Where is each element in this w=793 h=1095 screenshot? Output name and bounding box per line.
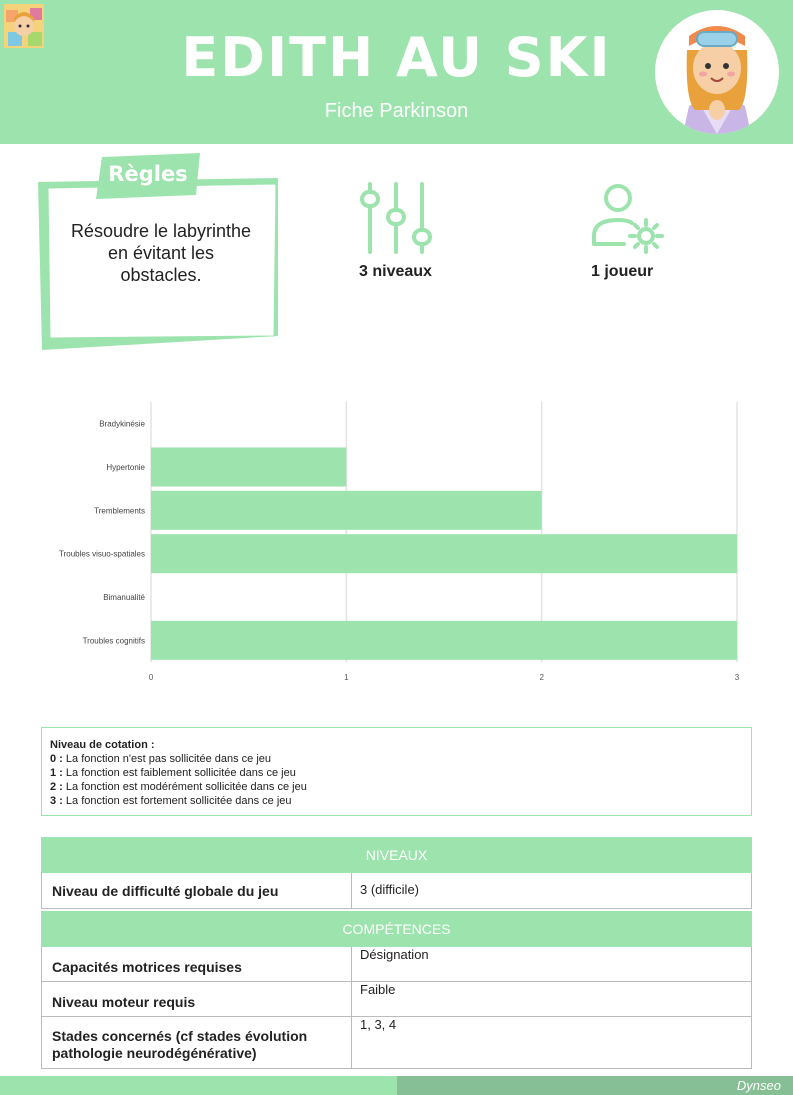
chart-bar bbox=[151, 621, 737, 660]
chart-category-label: Hypertonie bbox=[106, 463, 145, 472]
page-title: EDITH AU SKI bbox=[181, 26, 612, 89]
avatar bbox=[655, 10, 779, 134]
user-gear-icon bbox=[588, 182, 668, 258]
footer-bar-right bbox=[397, 1076, 793, 1095]
legend-item: 1 : La fonction est faiblement sollicitée dans ce jeu bbox=[50, 767, 296, 779]
row-value: Faible bbox=[360, 982, 396, 997]
rules-text: Résoudre le labyrinthe en évitant les obstacles. bbox=[70, 221, 252, 285]
skier-avatar-icon bbox=[655, 10, 779, 134]
page-subtitle: Fiche Parkinson bbox=[324, 100, 469, 122]
chart-bar bbox=[151, 448, 346, 487]
players-label: 1 joueur bbox=[591, 263, 654, 280]
chart-x-tick-label: 1 bbox=[344, 673, 349, 682]
chart-category-label: Troubles visuo-spatiales bbox=[59, 549, 145, 559]
sollicitation-chart bbox=[0, 390, 793, 690]
chart-x-tick-label: 2 bbox=[539, 673, 544, 682]
table-row bbox=[41, 873, 752, 909]
legend-item: 3 : La fonction est fortement sollicitée dans ce jeu bbox=[50, 795, 292, 807]
legend-title: Niveau de cotation : bbox=[50, 739, 155, 751]
chart-category-label: Bradykinésie bbox=[99, 419, 145, 429]
footer-brand: Dynseo bbox=[736, 1078, 781, 1093]
sliders-icon bbox=[356, 180, 436, 256]
legend-item: 2 : La fonction est modérément sollicitée dans ce jeu bbox=[50, 781, 307, 793]
table-row bbox=[41, 1017, 752, 1069]
footer-bar-left bbox=[0, 1076, 397, 1095]
row-key: Niveau de difficulté globale du jeu bbox=[42, 873, 352, 908]
chart-x-tick-label: 0 bbox=[148, 673, 154, 682]
legend-item: 0 : La fonction n'est pas sollicitée dans ce jeu bbox=[50, 753, 272, 765]
row-key: Capacités motrices requises bbox=[42, 947, 352, 981]
table-row bbox=[41, 947, 752, 982]
chart-x-tick-label: 3 bbox=[734, 673, 740, 682]
rules-tag-label: Règles bbox=[108, 162, 188, 186]
skills-table-header: COMPÉTENCES bbox=[41, 911, 752, 947]
chart-category-label: Bimanualité bbox=[103, 593, 145, 602]
chart-category-label: Tremblements bbox=[94, 506, 145, 516]
row-value: Désignation bbox=[360, 947, 429, 962]
row-value: 1, 3, 4 bbox=[360, 1017, 397, 1032]
table-row bbox=[41, 982, 752, 1017]
levels-table bbox=[41, 837, 752, 909]
chart-bar bbox=[151, 491, 542, 530]
skills-table bbox=[41, 911, 752, 1069]
rating-legend bbox=[41, 727, 752, 816]
page-header bbox=[0, 0, 793, 144]
row-key: Stades concernés (cf stades évolution pathologie neurodégénérative) bbox=[42, 1017, 352, 1068]
levels-label: 3 niveaux bbox=[359, 263, 432, 280]
levels-table-header: NIVEAUX bbox=[41, 837, 752, 873]
chart-bar bbox=[151, 534, 737, 573]
row-value: 3 (difficile) bbox=[360, 882, 420, 897]
row-key: Niveau moteur requis bbox=[42, 982, 352, 1016]
chart-category-label: Troubles cognitifs bbox=[82, 636, 145, 646]
